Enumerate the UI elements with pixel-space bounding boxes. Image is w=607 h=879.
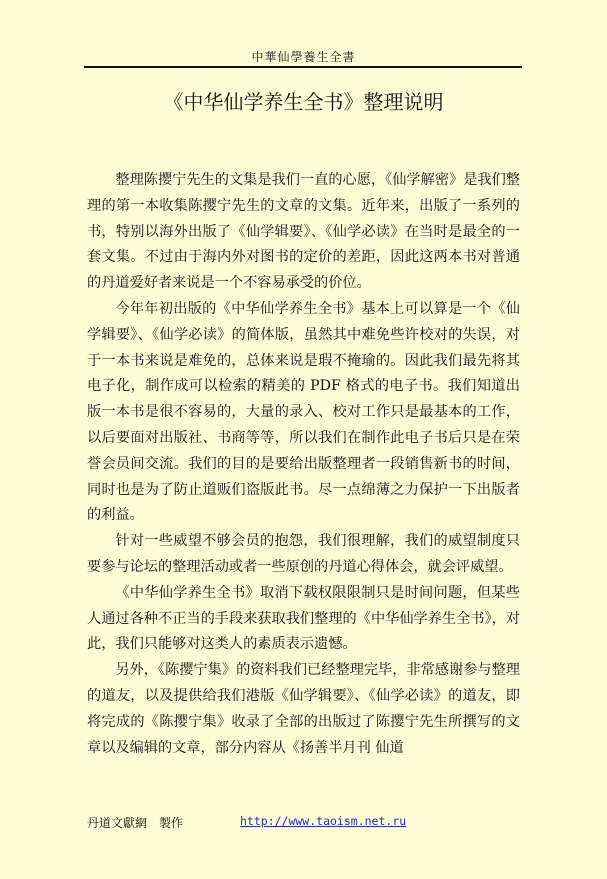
footer-producer: 丹道文獻網 製作: [87, 816, 184, 830]
body-text: [87, 168, 520, 761]
footer-url-link[interactable]: http://www.taoism.net.ru: [240, 814, 407, 828]
header-rule: [84, 66, 522, 68]
paragraph: 针对一些威望不够会员的抱怨，我们很理解，我们的威望制度只要参与论坛的整理活动或者一些原创的丹道心得体会，就会评威望。: [87, 533, 520, 575]
paragraph: 整理陈撄宁先生的文集是我们一直的心愿，《仙学解密》是我们整理的第一本收集陈撄宁先生的文章的文集。近年来，出版了一系列的书，特别以海外出版了《仙学辑要》、《仙学必读》在当时是最全的一套文集。不过由于海内外对图书的定价的差距，因此这两本书对普通的丹道爱好者来说是一个不容易承受的价位。: [87, 172, 520, 292]
page-title: 《中华仙学养生全书》整理说明: [163, 90, 444, 114]
paragraph: 《中华仙学养生全书》取消下载权限限制只是时间问题，但某些人通过各种不正当的手段来获取我们整理的《中华仙学养生全书》，对此，我们只能够对这类人的素质表示遗憾。: [87, 584, 520, 653]
paragraph: 今年年初出版的《中华仙学养生全书》基本上可以算是一个《仙学辑要》、《仙学必读》的简体版，虽然其中难免些许校对的失误，对于一本书来说是难免的，总体来说是瑕不掩瑜的。因此我们最先将其电子化，制作成可以检索的精美的 PDF 格式的电子书。我们知道出版一本书是很不容易的，大量的录入、校对工作只是最基本的工作，以后要面对出版社、书商等等，所以我们在制作此电子书后只是在荣誉会员间交流。我们的目的是要给出版整理者一段销售新书的时间，同时也是为了防止道贩们盗版此书。尽一点绵薄之力保护一下出版者的利益。: [87, 300, 520, 524]
paragraph: 另外，《陈撄宁集》的资料我们已经整理完毕，非常感谢参与整理的道友，以及提供给我们港版《仙学辑要》、《仙学必读》的道友，即将完成的《陈撄宁集》收录了全部的出版过了陈撄宁先生所撰写的文章以及编辑的文章，部分内容从《扬善半月刊 仙道: [87, 662, 520, 756]
running-header: 中華仙學養生全書: [251, 50, 356, 64]
